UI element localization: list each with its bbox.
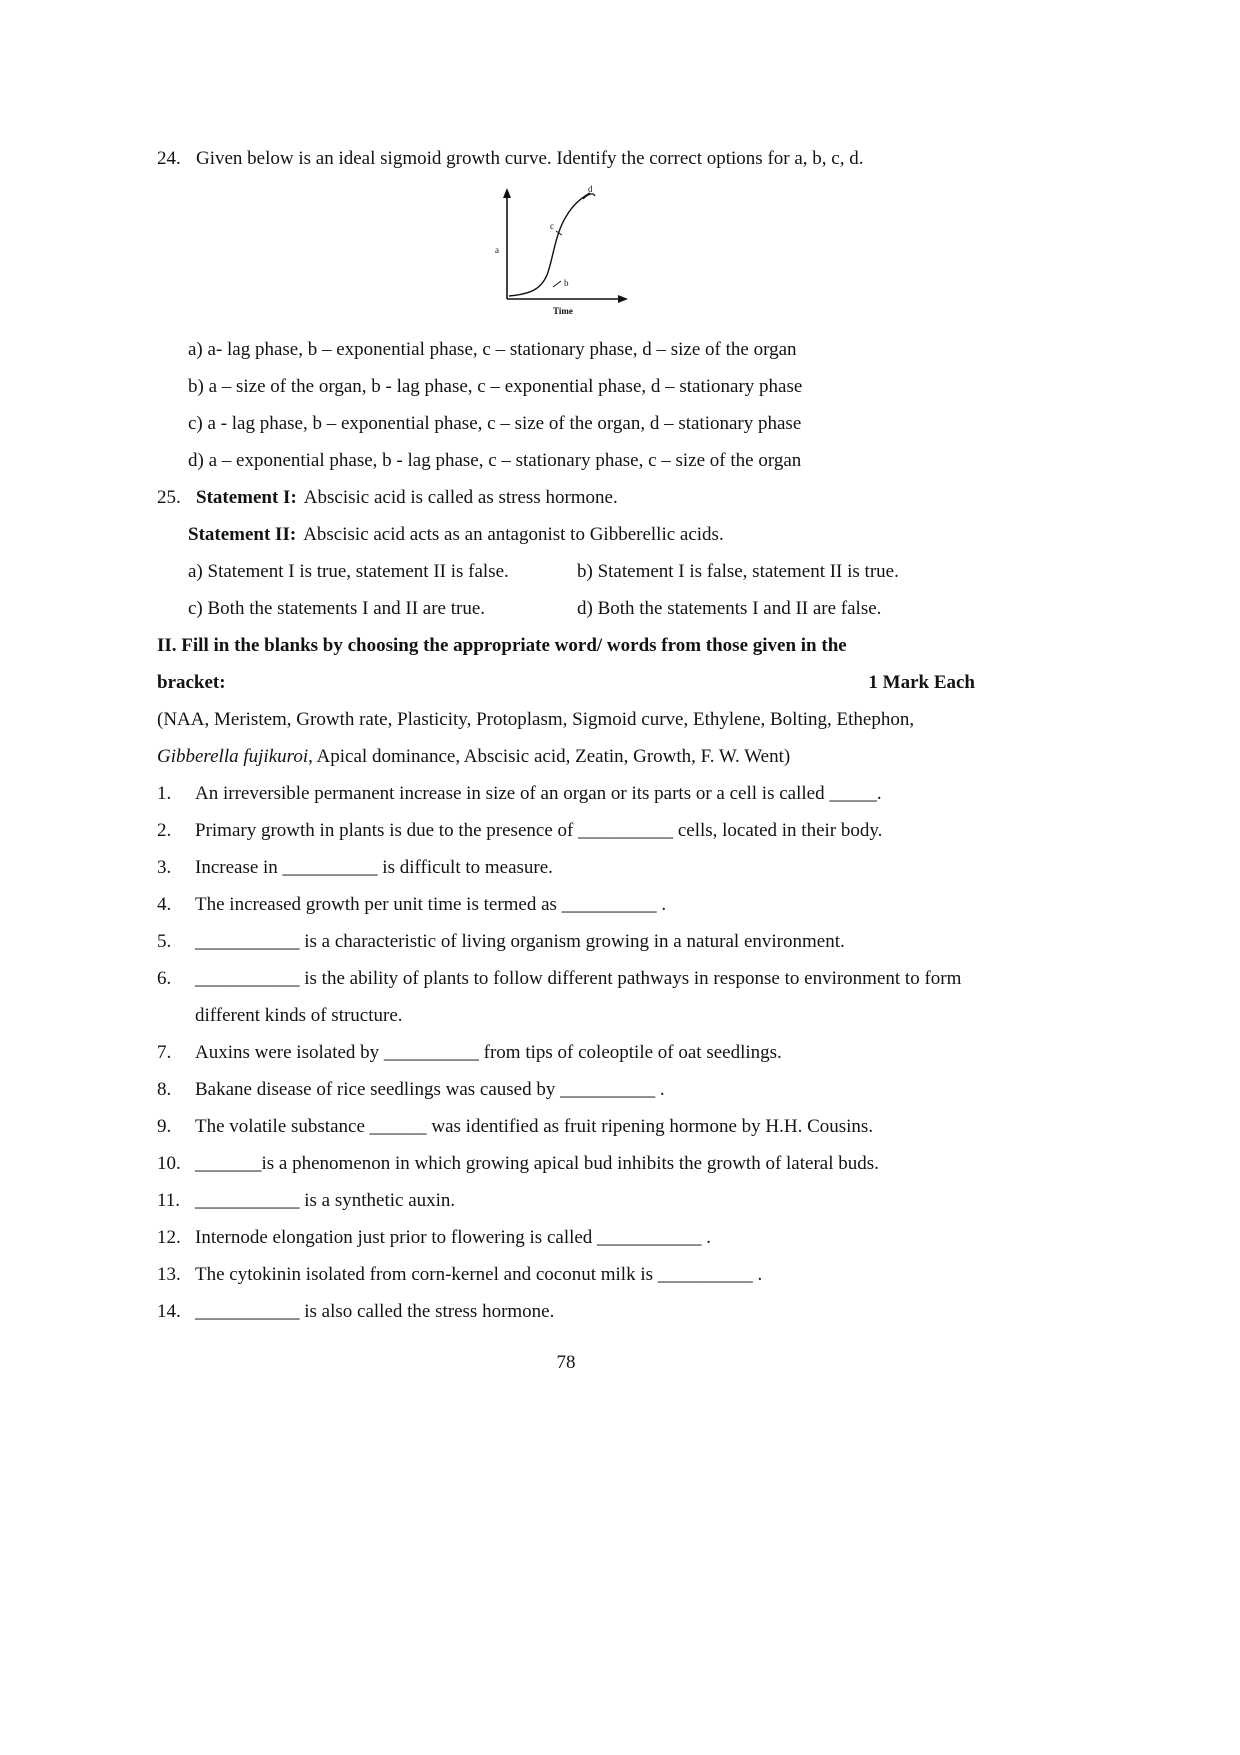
q24-option-d: d) a – exponential phase, b - lag phase, c – stationary phase, c – size of the organ bbox=[188, 450, 802, 471]
q25-option-d: d) Both the statements I and II are false. bbox=[577, 598, 882, 619]
fill-item-text: Auxins were isolated by __________ from tips of coleoptile of oat seedlings. bbox=[195, 1042, 782, 1063]
fill-item-6 bbox=[157, 960, 975, 1034]
q24-option-b: b) a – size of the organ, b - lag phase, c – exponential phase, d – stationary phase bbox=[188, 376, 803, 397]
section-2-heading-line-2 bbox=[157, 664, 975, 701]
figure-label-a: a bbox=[495, 245, 499, 255]
fill-item-number: 8. bbox=[157, 1079, 172, 1100]
fill-item-13 bbox=[157, 1256, 975, 1293]
fill-item-text: The cytokinin isolated from corn-kernel and coconut milk is __________ . bbox=[195, 1264, 763, 1285]
fill-item-text: ___________ is a synthetic auxin. bbox=[195, 1190, 456, 1211]
section-2-heading-bracket-word: bracket: bbox=[157, 672, 226, 693]
fill-item-text: The increased growth per unit time is termed as __________ . bbox=[195, 894, 667, 915]
q24-option-c: c) a - lag phase, b – exponential phase, c – size of the organ, d – stationary phase bbox=[188, 413, 802, 434]
fill-item-number: 9. bbox=[157, 1116, 172, 1137]
statement-1-label: Statement I: bbox=[196, 487, 297, 508]
fill-item-8 bbox=[157, 1071, 975, 1108]
fill-item-text: Increase in __________ is difficult to measure. bbox=[195, 857, 553, 878]
question-25-number: 25. bbox=[157, 487, 181, 508]
question-24-text: Given below is an ideal sigmoid growth curve. Identify the correct options for a, b, c, d. bbox=[196, 148, 864, 169]
statement-1-text: Abscisic acid is called as stress hormone. bbox=[303, 487, 618, 508]
q25-option-c: c) Both the statements I and II are true. bbox=[188, 598, 486, 619]
fill-item-text: An irreversible permanent increase in size of an organ or its parts or a cell is called _____. bbox=[195, 783, 882, 804]
sigmoid-growth-figure bbox=[487, 183, 975, 325]
fill-item-10 bbox=[157, 1145, 975, 1182]
fill-item-number: 12. bbox=[157, 1227, 181, 1248]
q25-options-row-1 bbox=[157, 553, 975, 590]
page-number: 78 bbox=[556, 1352, 576, 1373]
fill-item-number: 1. bbox=[157, 783, 172, 804]
statement-2-text: Abscisic acid acts as an antagonist to Gibberellic acids. bbox=[303, 524, 724, 545]
word-bank-part-2: , Apical dominance, Abscisic acid, Zeatin, Growth, F. W. Went) bbox=[308, 746, 791, 767]
figure-label-b: b bbox=[564, 278, 569, 288]
statement-2-label: Statement II: bbox=[188, 524, 297, 545]
fill-item-1 bbox=[157, 775, 975, 812]
fill-item-number: 7. bbox=[157, 1042, 172, 1063]
question-25 bbox=[157, 479, 975, 516]
figure-label-c: c bbox=[550, 221, 554, 231]
question-24-number: 24. bbox=[157, 148, 181, 169]
fill-item-text: ___________ is also called the stress hormone. bbox=[195, 1301, 555, 1322]
fill-item-11 bbox=[157, 1182, 975, 1219]
fill-item-3 bbox=[157, 849, 975, 886]
fill-item-text: _______is a phenomenon in which growing apical bud inhibits the growth of lateral buds. bbox=[195, 1153, 879, 1174]
fill-item-12 bbox=[157, 1219, 975, 1256]
fill-item-number: 2. bbox=[157, 820, 172, 841]
word-bank-italic-term: Gibberella fujikuroi bbox=[157, 746, 309, 767]
fill-item-number: 6. bbox=[157, 968, 172, 989]
question-25-statement-2 bbox=[157, 516, 975, 553]
fill-item-number: 11. bbox=[157, 1190, 181, 1211]
question-24 bbox=[157, 140, 975, 177]
fill-item-number: 13. bbox=[157, 1264, 181, 1285]
fill-item-text: Bakane disease of rice seedlings was caused by __________ . bbox=[195, 1079, 665, 1100]
fill-item-text: Internode elongation just prior to flowering is called ___________ . bbox=[195, 1227, 712, 1248]
fill-item-9 bbox=[157, 1108, 975, 1145]
section-2-heading-line-1: II. Fill in the blanks by choosing the appropriate word/ words from those given in the bbox=[157, 635, 847, 656]
fill-item-7 bbox=[157, 1034, 975, 1071]
sigmoid-curve-graphic bbox=[487, 183, 637, 325]
fill-item-text: The volatile substance ______ was identified as fruit ripening hormone by H.H. Cousins. bbox=[195, 1116, 874, 1137]
fill-item-text: Primary growth in plants is due to the presence of __________ cells, located in their body. bbox=[195, 820, 883, 841]
fill-item-4 bbox=[157, 886, 975, 923]
fill-item-text: ___________ is a characteristic of living organism growing in a natural environment. bbox=[195, 931, 845, 952]
fill-item-2 bbox=[157, 812, 975, 849]
fill-item-5 bbox=[157, 923, 975, 960]
q24-option-a: a) a- lag phase, b – exponential phase, c – stationary phase, d – size of the organ bbox=[188, 339, 797, 360]
fill-item-number: 14. bbox=[157, 1301, 181, 1322]
figure-axis-label-time: Time bbox=[553, 306, 573, 316]
word-bank-part-1: (NAA, Meristem, Growth rate, Plasticity, Protoplasm, Sigmoid curve, Ethylene, Bolting, Ethephon, bbox=[157, 709, 915, 730]
q25-option-a: a) Statement I is true, statement II is false. bbox=[188, 561, 509, 582]
q25-option-b: b) Statement I is false, statement II is true. bbox=[577, 561, 899, 582]
fill-item-text: ___________ is the ability of plants to follow different pathways in response to environment to form different kinds of structure. bbox=[195, 968, 962, 1026]
fill-item-number: 10. bbox=[157, 1153, 181, 1174]
q25-options-row-2 bbox=[157, 590, 975, 627]
figure-label-d: d bbox=[588, 184, 593, 194]
fill-item-number: 5. bbox=[157, 931, 172, 952]
question-24-options bbox=[157, 331, 975, 479]
fill-in-the-blanks-list bbox=[157, 775, 975, 1330]
fill-item-number: 4. bbox=[157, 894, 172, 915]
word-bank bbox=[157, 701, 975, 775]
fill-item-number: 3. bbox=[157, 857, 172, 878]
fill-item-14 bbox=[157, 1293, 975, 1330]
marks-label: 1 Mark Each bbox=[868, 672, 975, 693]
